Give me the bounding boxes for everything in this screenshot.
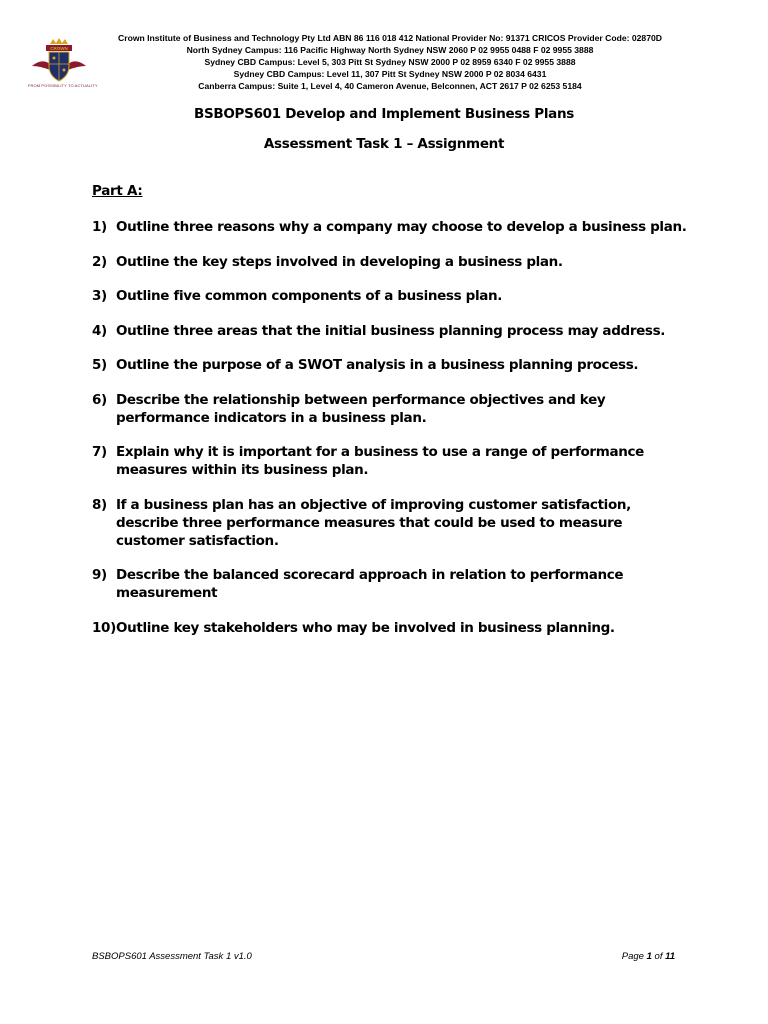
header-line-canberra: Canberra Campus: Suite 1, Level 4, 40 Cameron Avenue, Belconnen, ACT 2617 P 02 6253 5184 [198, 80, 582, 91]
question-number: 7) [92, 444, 107, 460]
header-line-institution: Crown Institute of Business and Technology Pty Ltd ABN 86 116 018 412 National Provider No: 91371 CRICOS Provider Code: 02870D [118, 33, 662, 43]
question-text: If a business plan has an objective of improving customer satisfaction, describe three performance measures that could be used to measure customer satisfaction. [116, 496, 631, 549]
part-a-heading: Part A: [92, 183, 143, 199]
question-number: 9) [92, 567, 107, 583]
question-number: 8) [92, 496, 107, 513]
question-item [92, 218, 692, 236]
institution-header [95, 33, 685, 93]
document-title: BSBOPS601 Develop and Implement Business Plans [193, 106, 575, 122]
question-text: Describe the balanced scorecard approach in relation to performance measurement [116, 567, 624, 601]
question-number: 6) [92, 391, 107, 408]
question-item [92, 443, 692, 479]
question-number: 10) [92, 619, 116, 636]
footer-document-id: BSBOPS601 Assessment Task 1 v1.0 [92, 951, 252, 962]
question-text: Explain why it is important for a business to use a range of performance measures within its business plan. [116, 444, 644, 478]
question-number: 2) [92, 253, 107, 270]
question-text: Outline key stakeholders who may be involved in business planning. [116, 619, 615, 636]
question-text: Outline the purpose of a SWOT analysis in a business planning process. [116, 357, 639, 373]
page-current: 1 [646, 951, 652, 962]
header-line-north-sydney: North Sydney Campus: 116 Pacific Highway North Sydney NSW 2060 P 02 9955 0488 F 02 9955 3888 [186, 44, 594, 55]
footer-page-number [622, 951, 675, 962]
question-item [92, 619, 692, 637]
page-of-label: of [654, 951, 663, 962]
question-item [92, 356, 692, 374]
question-number: 3) [92, 288, 107, 304]
header-line-sydney-cbd-l11: Sydney CBD Campus: Level 11, 307 Pitt St Sydney NSW 2000 P 02 8034 6431 [233, 68, 547, 79]
question-text: Outline five common components of a business plan. [116, 288, 503, 304]
page-total: 11 [665, 951, 675, 962]
question-text: Outline the key steps involved in developing a business plan. [116, 253, 563, 270]
question-item [92, 253, 692, 271]
question-number: 5) [92, 357, 107, 373]
question-text: Describe the relationship between performance objectives and key performance indicators in a business plan. [116, 391, 606, 426]
question-item [92, 566, 692, 602]
question-number: 1) [92, 219, 107, 235]
header-line-sydney-cbd-l5: Sydney CBD Campus: Level 5, 303 Pitt St Sydney NSW 2000 P 02 8959 6340 F 02 9955 3888 [204, 56, 576, 67]
document-subtitle: Assessment Task 1 – Assignment [263, 136, 505, 152]
question-item [92, 391, 692, 427]
question-text: Outline three reasons why a company may choose to develop a business plan. [116, 219, 687, 235]
question-item [92, 496, 692, 550]
page-label: Page [621, 951, 644, 962]
question-text: Outline three areas that the initial business planning process may address. [116, 322, 666, 339]
logo-tagline: FROM POSSIBILITY TO ACTUALITY [28, 83, 98, 88]
logo-brand-text: CROWN [50, 46, 68, 51]
question-item [92, 287, 692, 305]
question-item [92, 322, 692, 340]
question-number: 4) [92, 322, 107, 339]
question-list [92, 218, 692, 653]
